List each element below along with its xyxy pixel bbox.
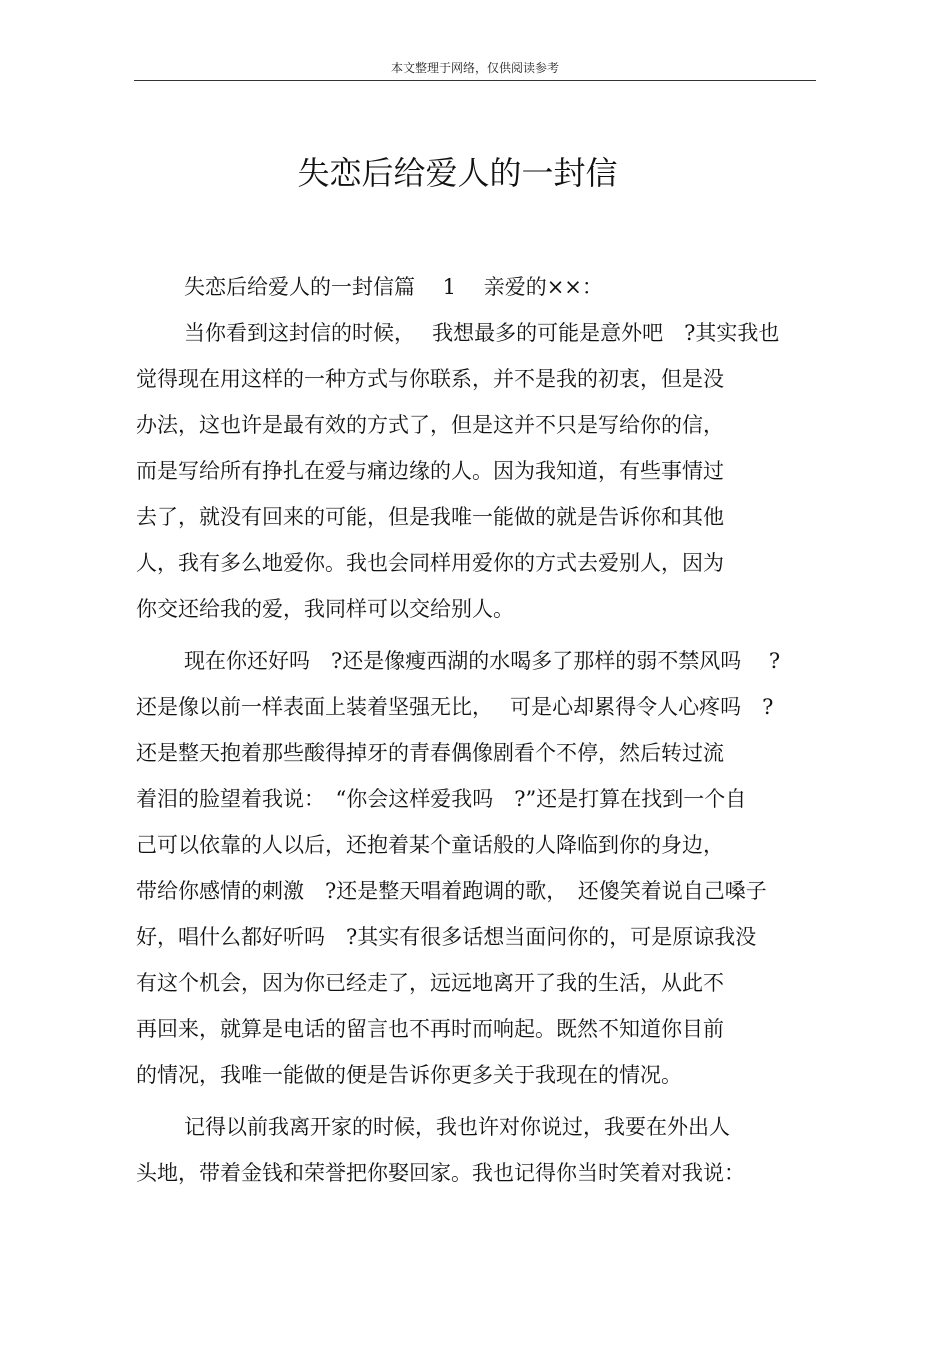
body-line: 觉得现在用这样的一种方式与你联系，并不是我的初衷，但是没 xyxy=(136,367,724,391)
body-line: 人，我有多么地爱你。我也会同样用爱你的方式去爱别人，因为 xyxy=(136,551,724,575)
header-divider xyxy=(134,80,816,81)
body-line: 的情况，我唯一能做的便是告诉你更多关于我现在的情况。 xyxy=(136,1063,682,1087)
body-line: 现在你还好吗 ?还是像瘦西湖的水喝多了那样的弱不禁风吗 ? xyxy=(184,649,781,673)
document-title: 失恋后给爱人的一封信 xyxy=(297,154,618,192)
body-line: 失恋后给爱人的一封信篇 1 亲爱的××： xyxy=(184,275,603,299)
body-line: 还是整天抱着那些酸得掉牙的青春偶像剧看个不停，然后转过流 xyxy=(136,741,724,765)
body-line: 记得以前我离开家的时候，我也许对你说过，我要在外出人 xyxy=(184,1115,730,1139)
body-line: 好，唱什么都好听吗 ?其实有很多话想当面问你的，可是原谅我没 xyxy=(136,925,757,949)
body-line: 带给你感情的刺激 ?还是整天唱着跑调的歌， 还傻笑着说自己嗓子 xyxy=(136,879,767,903)
body-line: 有这个机会，因为你已经走了，远远地离开了我的生活，从此不 xyxy=(136,971,724,995)
body-line: 还是像以前一样表面上装着坚强无比， 可是心却累得令人心疼吗 ? xyxy=(136,695,774,719)
body-line: 去了，就没有回来的可能，但是我唯一能做的就是告诉你和其他 xyxy=(136,505,724,529)
body-line: 办法，这也许是最有效的方式了，但是这并不只是写给你的信， xyxy=(136,413,724,437)
header-note: 本文整理于网络，仅供阅读参考 xyxy=(390,61,559,75)
body-line: 己可以依靠的人以后，还抱着某个童话般的人降临到你的身边， xyxy=(136,833,724,857)
body-line: 当你看到这封信的时候， 我想最多的可能是意外吧 ?其实我也 xyxy=(184,321,780,345)
body-line: 而是写给所有挣扎在爱与痛边缘的人。因为我知道，有些事情过 xyxy=(136,459,724,483)
body-line: 再回来，就算是电话的留言也不再时而响起。既然不知道你目前 xyxy=(136,1017,724,1041)
body-line: 头地，带着金钱和荣誉把你娶回家。我也记得你当时笑着对我说： xyxy=(136,1161,745,1185)
body-line: 着泪的脸望着我说： “你会这样爱我吗 ?”还是打算在找到一个自 xyxy=(136,787,747,811)
body-line: 你交还给我的爱，我同样可以交给别人。 xyxy=(136,597,514,621)
